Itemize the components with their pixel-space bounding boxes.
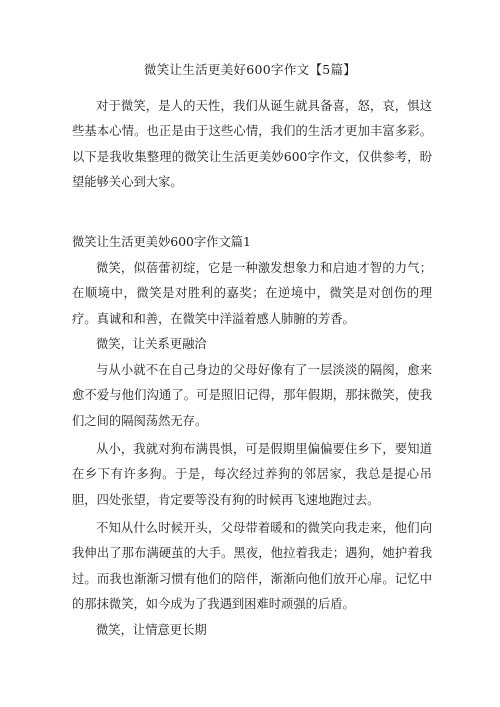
document-title: 微笑让生活更美好600字作文【5篇】 [143,62,357,77]
body-paragraph: 微笑，似蓓蕾初绽，它是一种激发想象力和启迪才智的力气；在顺境中，微笑是对胜利的嘉奖；在逆境中，微笑是对创伤的理疗。真诚和和善，在微笑中洋溢着感人肺腑的芳香。 [72,261,432,326]
subheading: 微笑，让关系更融洽 [96,337,207,351]
subheading: 微笑，让情意更长期 [96,623,207,637]
body-paragraph: 与从小就不在自己身边的父母好像有了一层淡淡的隔阂，愈来愈不爱与他们沟通了。可是照旧记得，那年假期，那抹微笑，使我们之间的隔阂荡然无存。 [72,363,432,428]
body-paragraph: 不知从什么时候开头，父母带着暖和的微笑向我走来，他们向我伸出了那布满硬茧的大手。黑夜，他拉着我走；遇狗，她护着我过。而我也渐渐习惯有他们的陪伴，渐渐向他们放开心扉。记忆中的那抹微笑，如今成为了我遇到困难时顽强的后盾。 [72,521,432,612]
section-heading: 微笑让生活更美妙600字作文篇1 [72,235,251,249]
body-paragraph: 从小，我就对狗布满畏惧，可是假期里偏偏要住乡下，要知道在乡下有许多狗。于是，每次经过养狗的邻居家，我总是提心吊胆，四处张望，肯定要等没有狗的时候再飞速地跑过去。 [72,442,432,507]
intro-paragraph: 对于微笑，是人的天性，我们从诞生就具备喜，怒，哀，惧这些基本心情。也正是由于这些心情，我们的生活才更加丰富多彩。以下是我收集整理的微笑让生活更美妙600字作文，仅供参考，盼望能够关心到大家。 [72,99,432,190]
